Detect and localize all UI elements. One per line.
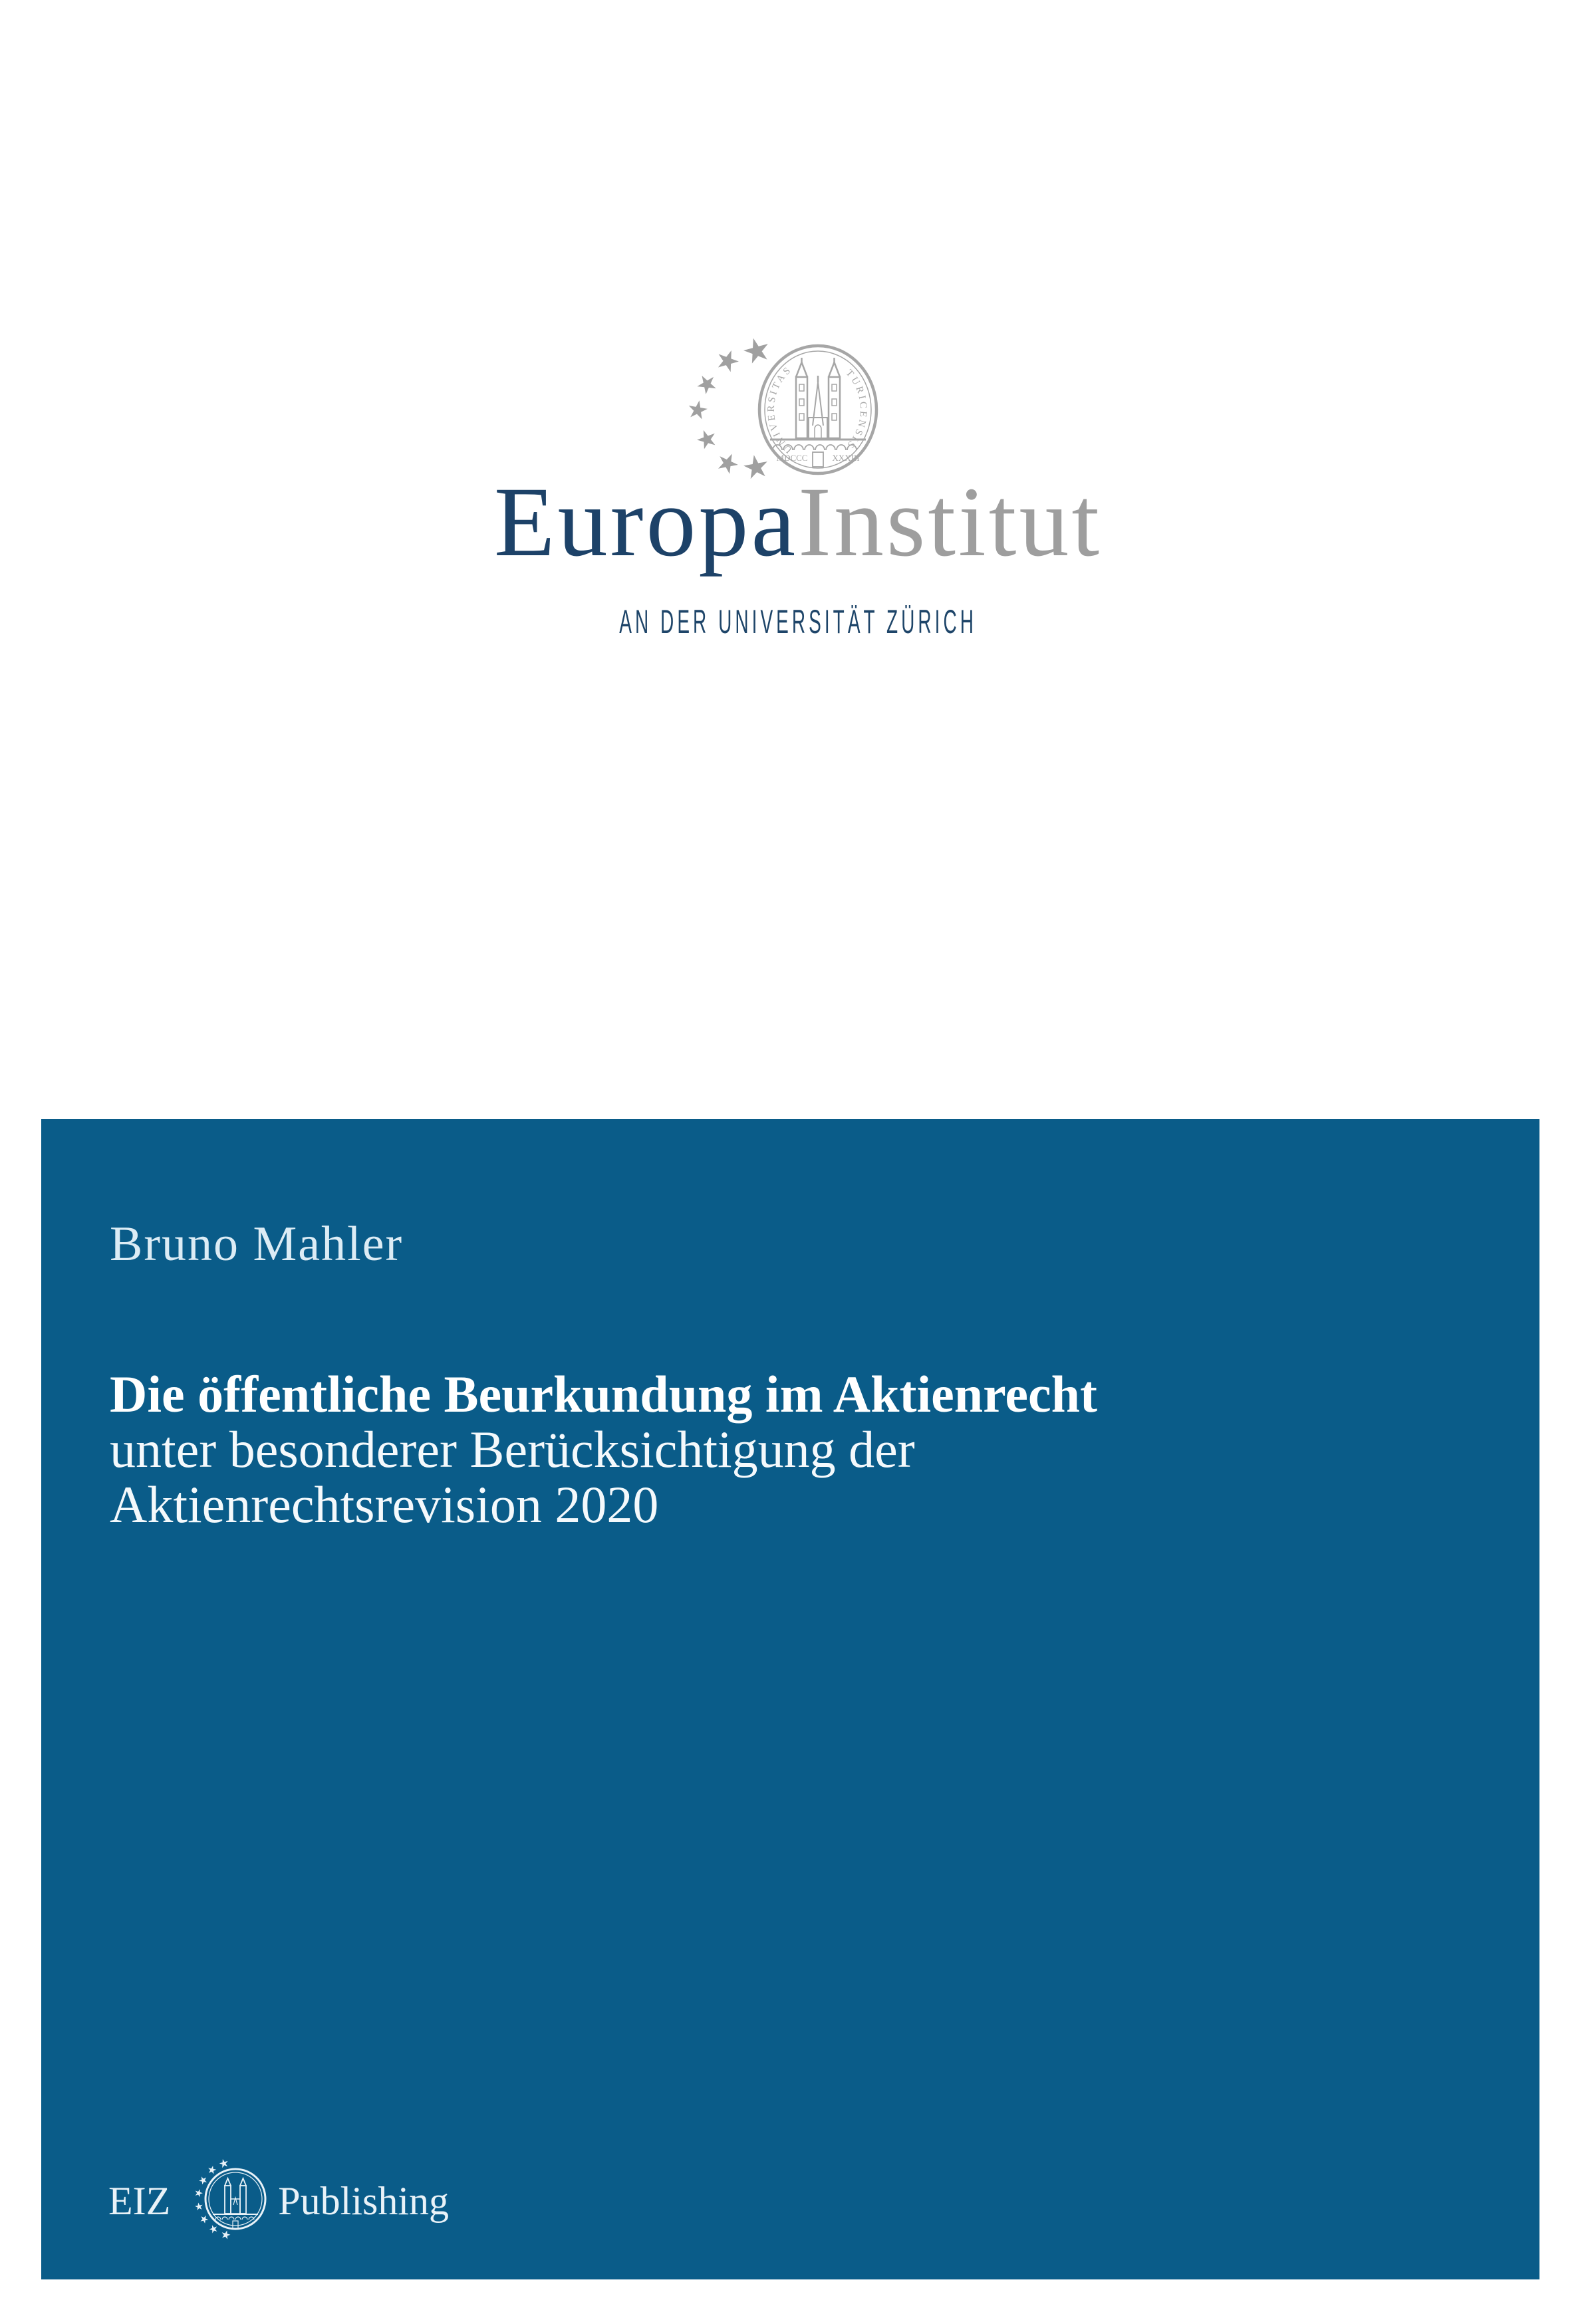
seal-date-left: MDCCC <box>776 453 808 463</box>
star-icon <box>208 2224 218 2234</box>
book-subtitle-line1: unter besonderer Berücksichtigung der <box>110 1420 915 1478</box>
book-title: Die öffentliche Beurkundung im Aktienrecht <box>110 1365 1097 1423</box>
star-icon <box>741 335 771 365</box>
wordmark-institut: Institut <box>798 467 1103 577</box>
star-icon <box>687 399 709 420</box>
cover-panel <box>41 1119 1539 2279</box>
publisher-seal <box>174 2158 274 2244</box>
europa-institut-wordmark <box>0 467 1596 577</box>
author-name: Bruno Mahler <box>110 1217 404 1271</box>
star-icon <box>194 2188 204 2197</box>
star-icon <box>200 2214 210 2224</box>
seal-date-right: XXXIII <box>832 453 860 463</box>
europa-institut-seal <box>678 329 891 485</box>
publisher-suffix: Publishing <box>278 2179 450 2223</box>
star-icon <box>219 2158 229 2168</box>
publisher-prefix: EIZ <box>108 2179 171 2223</box>
star-icon <box>207 2165 217 2174</box>
seal-text-right: TURICENSIS <box>843 368 869 451</box>
publisher-seal-ring <box>205 2169 265 2229</box>
seal-date <box>777 453 860 463</box>
title-block <box>110 1366 1097 1532</box>
star-icon <box>221 2230 231 2240</box>
star-icon <box>714 346 741 373</box>
star-icon <box>694 371 719 396</box>
europa-institut-tagline-row <box>0 602 1596 641</box>
publisher-logo <box>108 2158 449 2244</box>
wordmark-europa: Europa <box>493 467 799 577</box>
seal-text-left: UNIVERSITAS <box>765 364 795 455</box>
star-icon <box>195 2202 204 2210</box>
star-icon <box>198 2175 209 2186</box>
book-subtitle-line2: Aktienrechtsrevision 2020 <box>110 1476 659 1533</box>
europa-institut-tagline: AN DER UNIVERSITÄT ZÜRICH <box>619 603 977 640</box>
star-icon <box>694 427 718 450</box>
